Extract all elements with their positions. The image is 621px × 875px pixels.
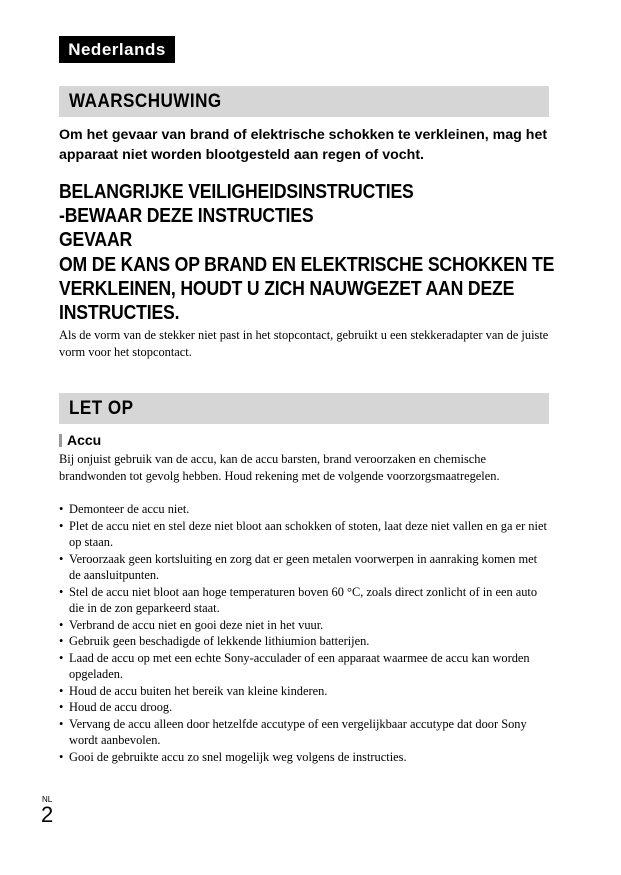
accu-intro: Bij onjuist gebruik van de accu, kan de accu barsten, brand veroorzaken en chemische brandwonden tot gevolg hebben. Houd rekening met de volgende voorzorgsmaatregelen.	[59, 452, 500, 483]
section-marker-icon	[59, 434, 62, 447]
headline-line: -BEWAAR DEZE INSTRUCTIES	[59, 204, 314, 228]
list-item: • Stel de accu niet bloot aan hoge temperaturen boven 60 °C, zoals direct zonlicht of in een auto die in de zon geparkeerd staat.	[59, 584, 551, 617]
list-item: • Gooi de gebruikte accu zo snel mogelijk weg volgens de instructies.	[59, 749, 551, 766]
list-item: • Houd de accu droog.	[59, 699, 551, 716]
headline-line: OM DE KANS OP BRAND EN ELEKTRISCHE SCHOKKEN TE	[59, 252, 555, 276]
list-item: • Houd de accu buiten het bereik van kleine kinderen.	[59, 683, 551, 700]
headline-line: INSTRUCTIES.	[59, 301, 180, 325]
plug-note: Als de vorm van de stekker niet past in het stopcontact, gebruikt u een stekkeradapter van de juiste vorm voor het stopcontact.	[59, 328, 549, 359]
accu-section-heading	[59, 432, 101, 448]
list-item: • Demonteer de accu niet.	[59, 501, 551, 518]
headline-line: VERKLEINEN, HOUDT U ZICH NAUWGEZET AAN DEZE	[59, 276, 515, 300]
page-language-code: NL	[42, 795, 53, 804]
list-item: • Laad de accu op met een echte Sony-acculader of een apparaat waarmee de accu kan worden opgeladen.	[59, 650, 551, 683]
warning-header	[59, 86, 549, 117]
headline-line: GEVAAR	[59, 228, 133, 252]
caution-title: LET OP	[69, 397, 134, 419]
list-item: • Verbrand de accu niet en gooi deze niet in het vuur.	[59, 617, 551, 634]
headline-line: BELANGRIJKE VEILIGHEIDSINSTRUCTIES	[59, 180, 414, 203]
precaution-list	[59, 501, 551, 765]
warning-text: Om het gevaar van brand of elektrische schokken te verkleinen, mag het apparaat niet worden blootgesteld aan regen of vocht.	[59, 127, 548, 163]
caution-header	[59, 393, 549, 424]
important-instructions	[59, 180, 559, 325]
page-number: 2	[41, 802, 54, 827]
list-item: • Plet de accu niet en stel deze niet bloot aan schokken of stoten, laat deze niet vallen en ga er niet op staan.	[59, 518, 551, 551]
list-item: • Veroorzaak geen kortsluiting en zorg dat er geen metalen voorwerpen in aanraking komen met de aansluitpunten.	[59, 551, 551, 584]
language-tab: Nederlands	[59, 36, 175, 63]
accu-section-title: Accu	[67, 432, 102, 448]
list-item: • Vervang de accu alleen door hetzelfde accutype of een vergelijkbaar accutype dat door Sony wordt aanbevolen.	[59, 716, 551, 749]
warning-title: WAARSCHUWING	[69, 90, 222, 112]
list-item: • Gebruik geen beschadigde of lekkende lithiumion batterijen.	[59, 633, 551, 650]
